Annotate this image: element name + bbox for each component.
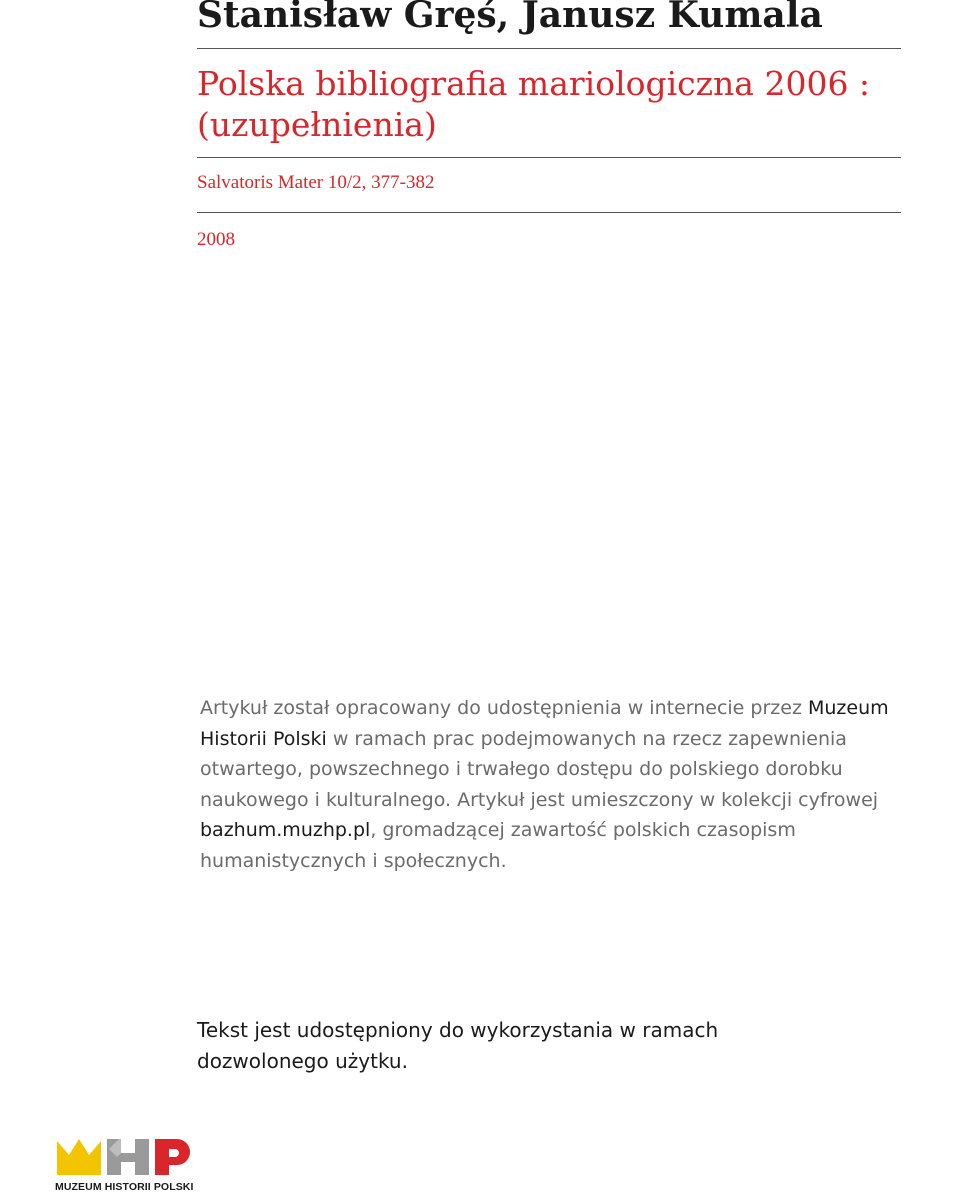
- authors: Stanisław Gręś, Janusz Kumala: [197, 0, 823, 36]
- notice-text-3: , gromadzącej zawartość polskich czasopism humanistycznych i społecznych.: [200, 819, 796, 872]
- museum-name: Muzeum Historii Polski: [200, 697, 889, 750]
- access-notice: [200, 693, 920, 876]
- mhp-logo-icon: [55, 1135, 200, 1180]
- divider-title: [197, 157, 901, 158]
- notice-text-1: Artykuł został opracowany do udostępnienia w internecie przez: [200, 697, 808, 719]
- museum-logo: [55, 1135, 205, 1195]
- logo-caption: MUZEUM HISTORII POLSKI: [55, 1181, 194, 1193]
- notice-text-2: w ramach prac podejmowanych na rzecz zapewnienia otwartego, powszechnego i trwałego dostępu do polskiego dorobku naukowego i kulturalnego. Artykuł jest umieszczony w kolekcji cyfrowej: [200, 727, 879, 811]
- publication-year: 2008: [197, 229, 235, 250]
- bazhum-link[interactable]: bazhum.muzhp.pl: [200, 819, 371, 841]
- divider-top: [197, 48, 901, 49]
- article-title: Polska bibliografia mariologiczna 2006 : (uzupełnienia): [197, 64, 871, 144]
- license-notice: Tekst jest udostępniony do wykorzystania w ramach dozwolonego użytku.: [197, 1018, 719, 1073]
- divider-source: [197, 212, 901, 213]
- source-citation: Salvatoris Mater 10/2, 377-382: [197, 172, 435, 193]
